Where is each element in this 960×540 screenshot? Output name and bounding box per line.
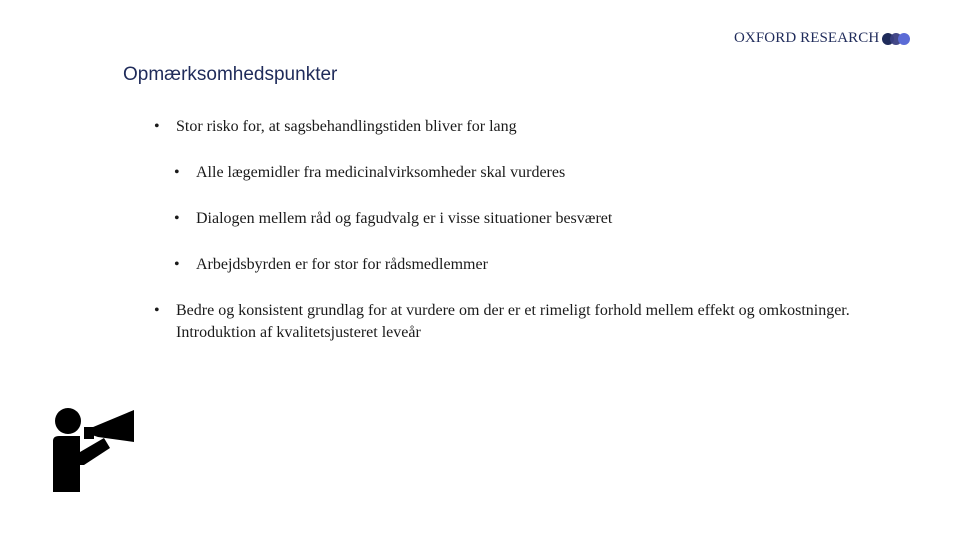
slide-title: Opmærksomhedspunkter	[123, 64, 338, 85]
sub-bullet-item-2	[174, 208, 612, 230]
bullet-icon: •	[174, 210, 180, 227]
bullet-icon: •	[174, 164, 180, 181]
logo-text: OXFORD RESEARCH	[734, 30, 880, 46]
bullet-text: Bedre og konsistent grundlag for at vurdere om der er et rimeligt forhold mellem effekt og omkostninger. Introduktion af kvalitetsjusteret leveår	[176, 302, 850, 341]
bullet-text: Arbejdsbyrden er for stor for rådsmedlemmer	[196, 256, 488, 273]
sub-bullet-item-3	[174, 254, 488, 276]
oxford-research-logo	[734, 30, 912, 47]
bullet-icon: •	[154, 118, 160, 135]
bullet-icon: •	[174, 256, 180, 273]
bullet-text: Alle lægemidler fra medicinalvirksomheder skal vurderes	[196, 164, 566, 181]
bullet-icon: •	[154, 302, 160, 319]
person-megaphone-icon	[50, 405, 140, 495]
bullet-text: Dialogen mellem råd og fagudvalg er i visse situationer besværet	[196, 210, 613, 227]
bullet-item-1	[154, 116, 517, 138]
bullet-item-2	[154, 300, 876, 344]
sub-bullet-item-1	[174, 162, 565, 184]
bullet-text: Stor risko for, at sagsbehandlingstiden bliver for lang	[176, 118, 517, 135]
logo-dots-icon	[882, 32, 912, 46]
